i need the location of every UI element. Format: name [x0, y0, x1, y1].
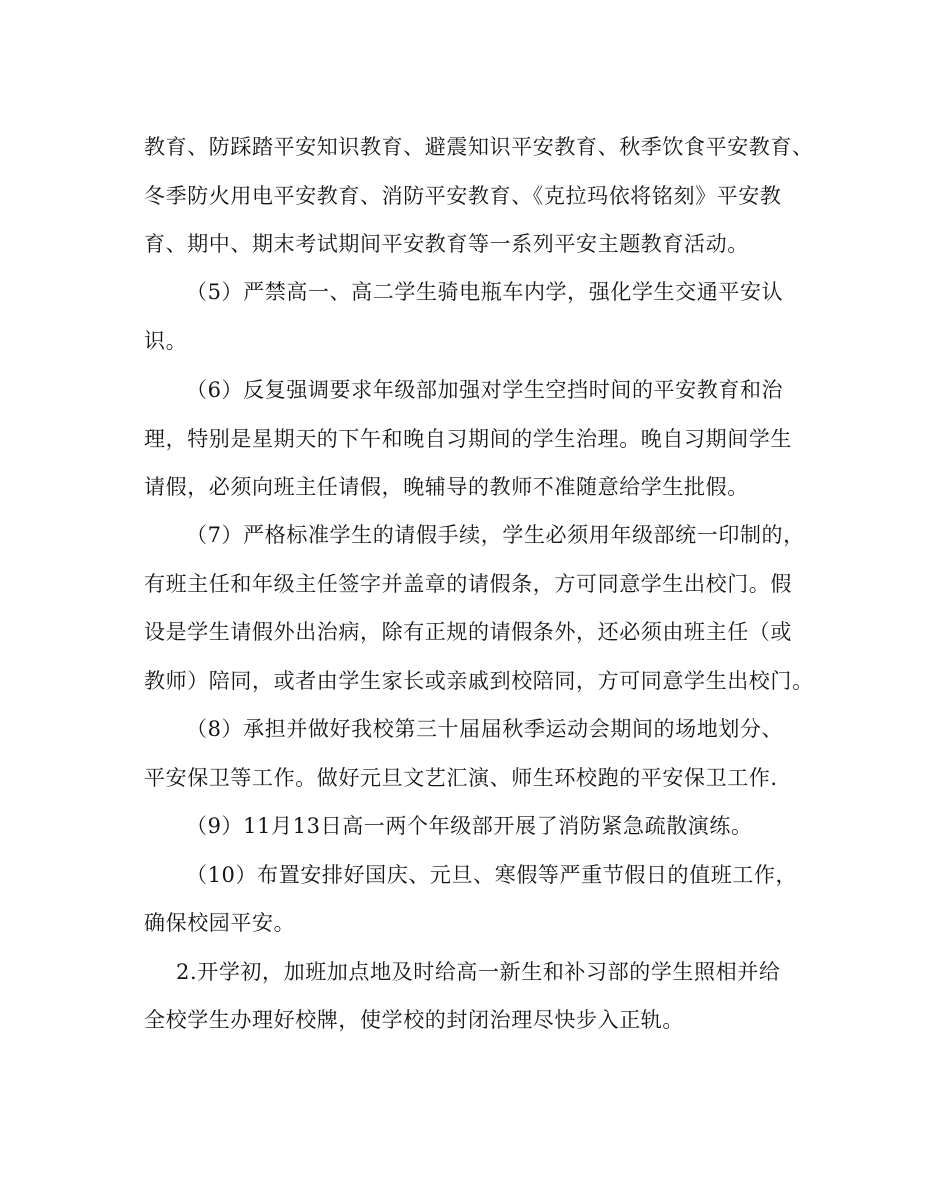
paragraph-item-6: （6）反复强调要求年级部加强对学生空挡时间的平安教育和治 — [186, 378, 784, 402]
paragraph-item-5: （5）严禁高一、高二学生骑电瓶车内学，强化学生交通平安认 — [186, 280, 784, 304]
text-line: 平安保卫等工作。做好元旦文艺汇演、师生环校跑的平安保卫工作. — [144, 766, 778, 790]
paragraph-item-7: （7）严格标准学生的请假手续，学生必须用年级部统一印制的， — [186, 523, 805, 547]
text-line: 设是学生请假外出治病，除有正规的请假条外，还必须由班主任（或 — [144, 620, 792, 644]
paragraph-item-8: （8）承担并做好我校第三十届届秋季运动会期间的场地划分、 — [186, 717, 784, 741]
text-line: 教育、防踩踏平安知识教育、避震知识平安教育、秋季饮食平安教育、 — [144, 135, 814, 159]
text-line: 育、期中、期末考试期间平安教育等一系列平安主题教育活动。 — [144, 232, 749, 256]
paragraph-item-10: （10）布置安排好国庆、元旦、寒假等严重节假日的值班工作， — [186, 863, 798, 887]
text-line: 冬季防火用电平安教育、消防平安教育、《克拉玛依将铭刻》平安教 — [144, 184, 782, 208]
text-line: 请假，必须向班主任请假，晚辅导的教师不准随意给学生批假。 — [144, 475, 749, 499]
text-line: 教师）陪同，或者由学生家长或亲戚到校陪同，方可同意学生出校门。 — [144, 669, 814, 693]
text-line: 全校学生办理好校牌，使学校的封闭治理尽快步入正轨。 — [144, 1008, 684, 1032]
text-line: 理，特别是星期天的下午和晚自习期间的学生治理。晚自习期间学生 — [144, 427, 792, 451]
text-line: 确保校园平安。 — [144, 911, 296, 935]
paragraph-section-2: 2.开学初，加班加点地及时给高一新生和补习部的学生照相并给 — [176, 960, 781, 984]
text-line: 有班主任和年级主任签字并盖章的请假条，方可同意学生出校门。假 — [144, 572, 792, 596]
text-line: 识。 — [144, 329, 188, 353]
paragraph-item-9: （9）11月13日高一两个年级部开展了消防紧急疏散演练。 — [186, 814, 753, 838]
